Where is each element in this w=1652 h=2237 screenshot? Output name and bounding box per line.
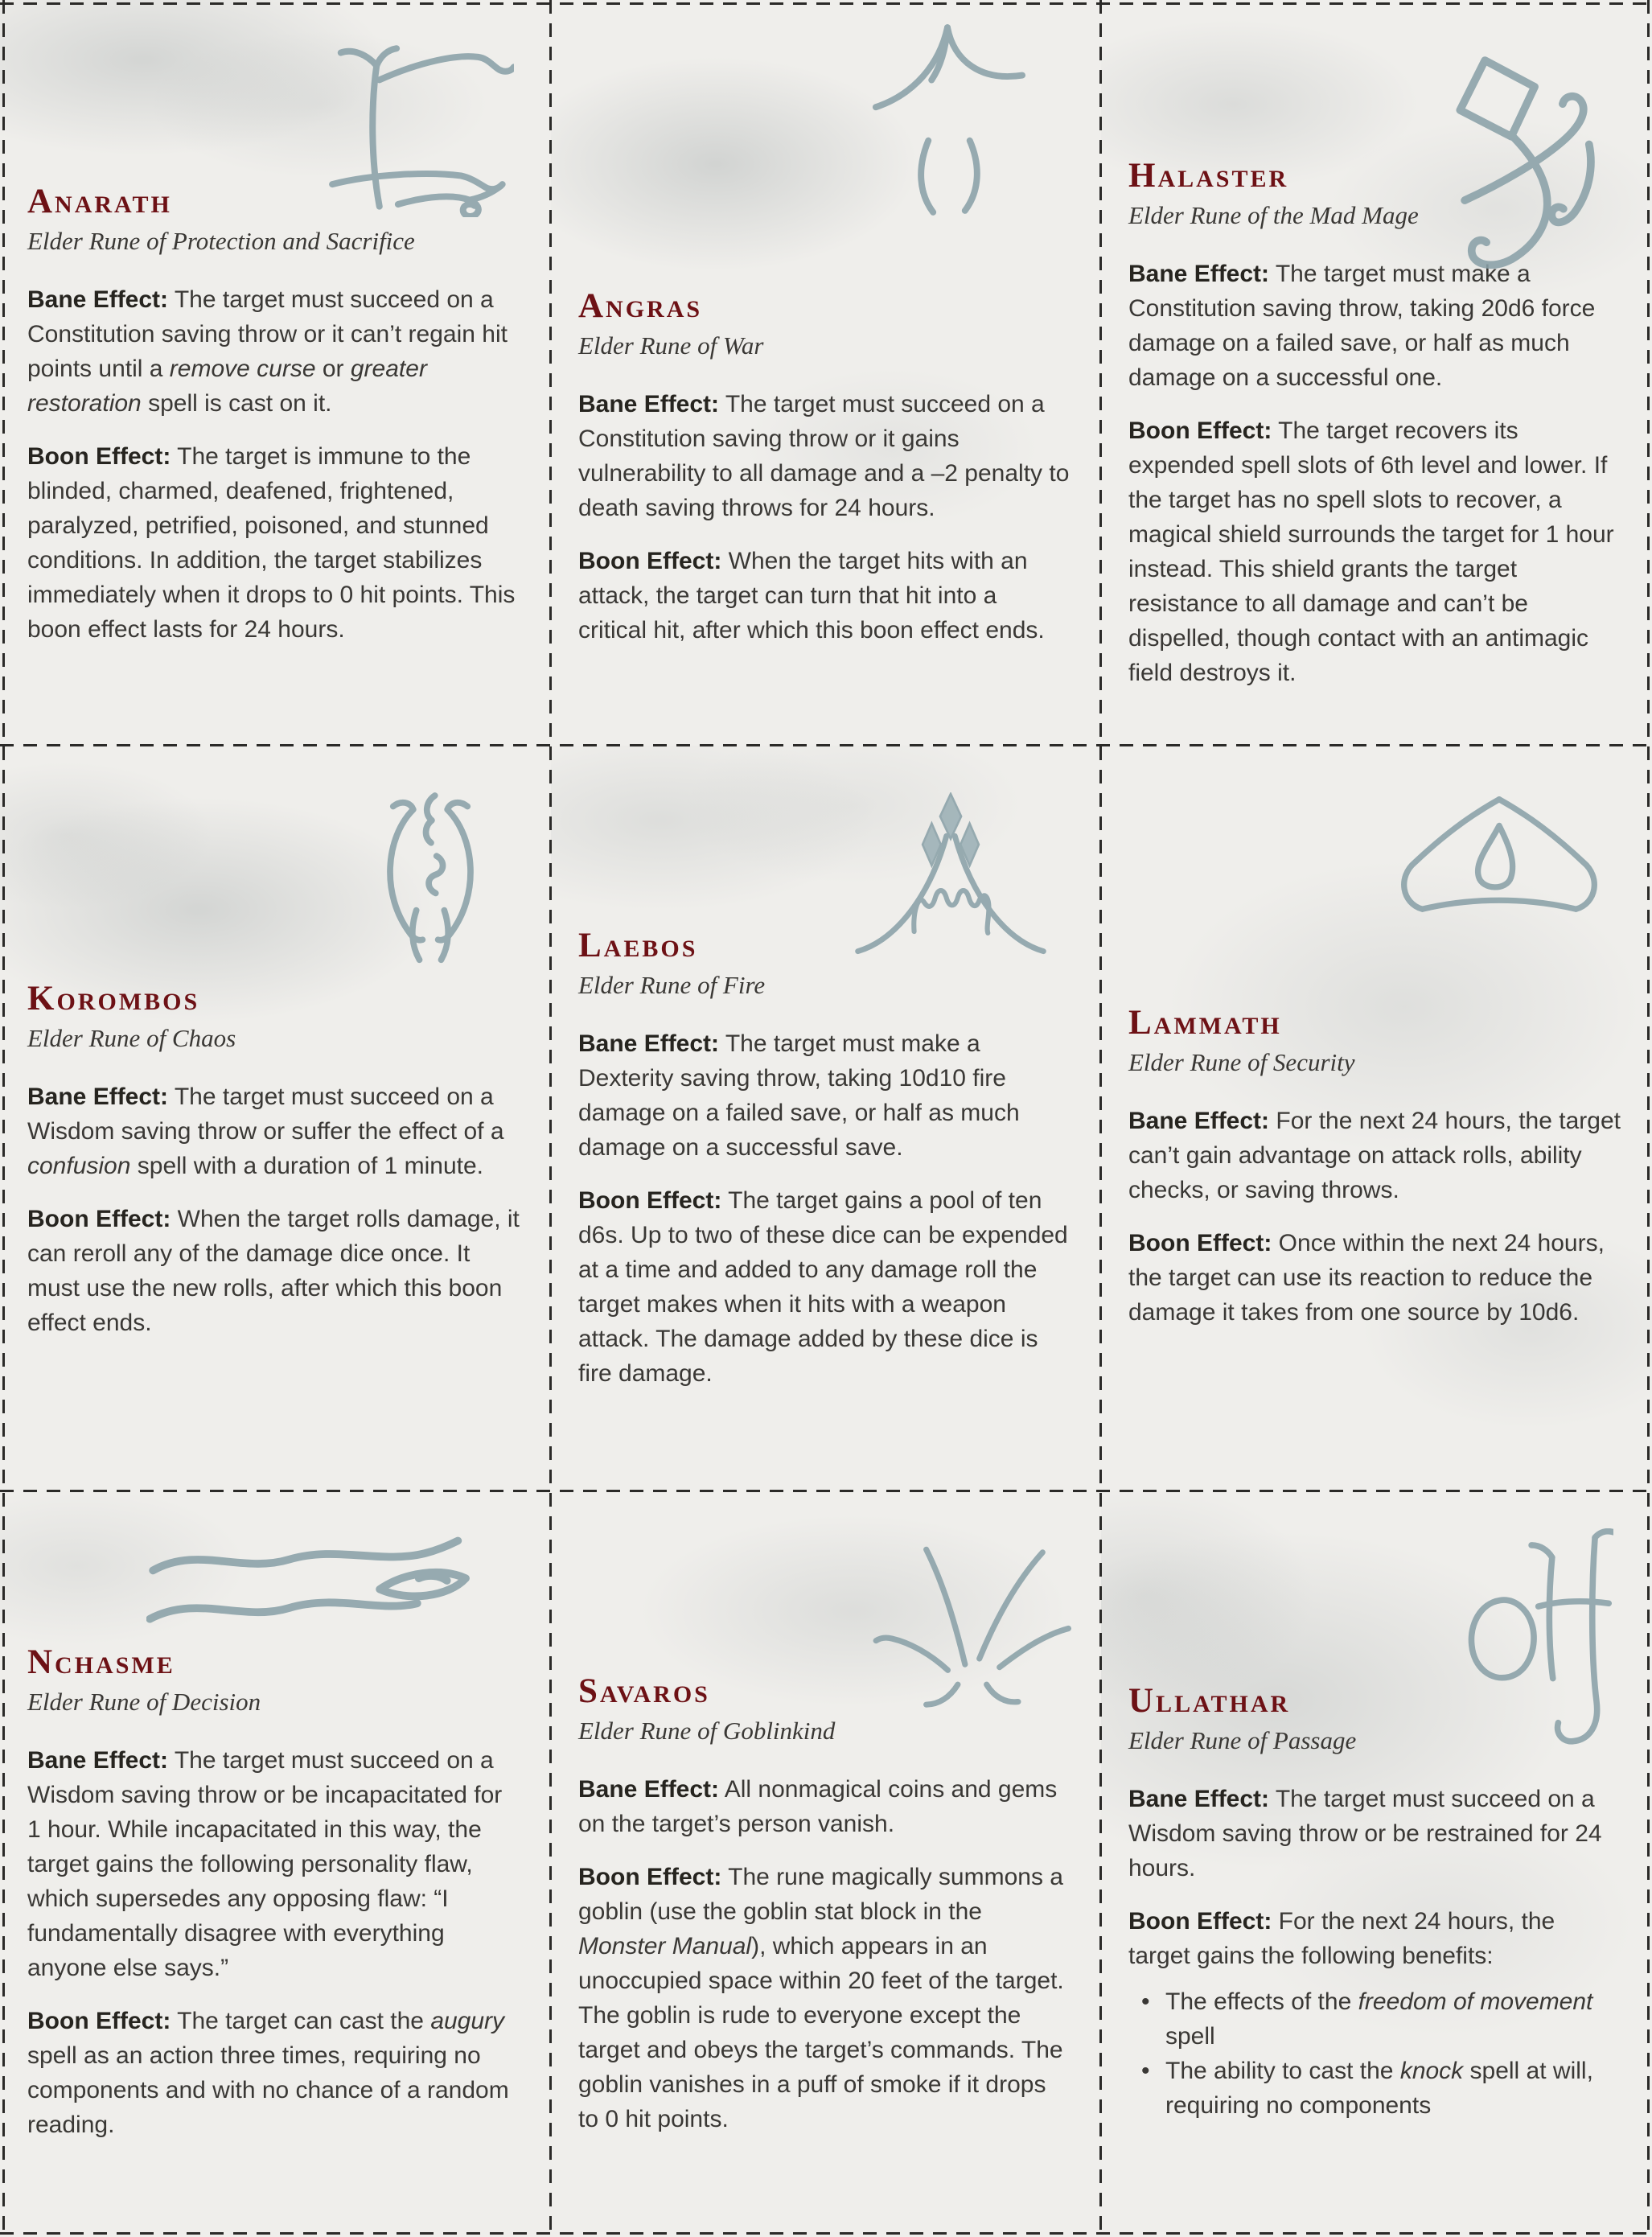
rune-card-nchasme (0, 1491, 551, 2237)
outer-border-bottom (0, 2232, 1652, 2235)
boon-effect (578, 544, 1071, 648)
boon-effect (27, 2004, 520, 2142)
bane-effect-label: Bane Effect: (1128, 1785, 1270, 1812)
bane-effect-label: Bane Effect: (1128, 1107, 1270, 1134)
boon-effect-text: When the target rolls damage, it can reroll any of the damage dice once. It must use the new rolls, after which this boon effect ends. (27, 1205, 520, 1336)
bane-effect-text: The target must make a Dexterity saving throw, taking 10d10 fire damage on a failed save, or half as much damage on a successful save. (578, 1030, 1020, 1161)
bane-effect-text: The target must succeed on a Constitution saving throw or it can’t regain hit points until a remove curse or greater restoration spell is cast on it. (27, 286, 508, 417)
boon-effect-text: For the next 24 hours, the target gains the following benefits: (1128, 1907, 1555, 1969)
boon-effect-label: Boon Effect: (1128, 417, 1272, 444)
boon-effect (578, 1183, 1071, 1391)
boon-effect-text: The target recovers its expended spell slots of 6th level and lower. If the target has no spell slots to recover, a magical shield surrounds the target for 1 hour instead. This shield grants the target resistance to all damage and can’t be dispelled, though contact with an antimagic field destroys it. (1128, 417, 1614, 686)
rune-card-savaros (551, 1491, 1101, 2237)
bane-effect (27, 282, 520, 421)
boon-effect (578, 1860, 1071, 2136)
boon-effect-text: When the target hits with an attack, the target can turn that hit into a critical hit, after which this boon effect ends. (578, 547, 1045, 644)
rune-card-halaster (1101, 0, 1652, 746)
bane-effect (578, 1026, 1071, 1165)
bane-effect (1128, 1782, 1621, 1885)
boon-effect-text: The target can cast the augury spell as an action three times, requiring no components and with no chance of a random reading. (27, 2007, 509, 2138)
row-divider-1 (0, 744, 1652, 746)
outer-border-left (2, 0, 5, 2237)
boon-effect-label: Boon Effect: (1128, 1907, 1272, 1935)
rune-title: Halaster (1128, 157, 1289, 195)
rune-title: Ullathar (1128, 1682, 1291, 1720)
boon-effect (27, 1202, 520, 1340)
column-divider-1 (549, 0, 552, 2237)
boon-effect-label: Boon Effect: (27, 2007, 171, 2034)
rune-card-lammath (1101, 746, 1652, 1491)
rune-title: Lammath (1128, 1004, 1282, 1042)
boon-effect (1128, 413, 1621, 690)
bane-effect-label: Bane Effect: (27, 286, 169, 313)
outer-border-top (0, 2, 1652, 5)
rune-title: Nchasme (27, 1643, 175, 1681)
benefit-text: The effects of the freedom of movement spell (1165, 1988, 1593, 2050)
rune-card-angras (551, 0, 1101, 746)
rune-subtitle: Elder Rune of the Mad Mage (1128, 201, 1419, 230)
benefit-item (1128, 1984, 1621, 2054)
bane-effect-text: For the next 24 hours, the target can’t gain advantage on attack rolls, ability checks, or saving throws. (1128, 1107, 1621, 1203)
boon-effect (1128, 1904, 1621, 1973)
boon-effect (1128, 1226, 1621, 1330)
rune-card-laebos (551, 746, 1101, 1491)
bane-effect (578, 1772, 1071, 1841)
bane-effect (27, 1079, 520, 1183)
boon-effect-text: The target is immune to the blinded, charmed, deafened, frightened, paralyzed, petrified, poisoned, and stunned conditions. In addition, the target stabilizes immediately when it drops to 0 hit points. This boon effect lasts for 24 hours. (27, 442, 516, 643)
outer-border-right (1647, 0, 1650, 2237)
rune-subtitle: Elder Rune of Chaos (27, 1024, 236, 1053)
boon-effect-label: Boon Effect: (578, 1186, 722, 1214)
bane-effect (1128, 1104, 1621, 1207)
rune-card-ullathar (1101, 1491, 1652, 2237)
row-divider-2 (0, 1490, 1652, 1492)
bane-effect-label: Bane Effect: (27, 1746, 169, 1774)
bane-effect-text: The target must succeed on a Wisdom saving throw or suffer the effect of a confusion spell with a duration of 1 minute. (27, 1083, 504, 1179)
bane-effect-label: Bane Effect: (578, 1775, 720, 1803)
benefit-text: The ability to cast the knock spell at will, requiring no components (1165, 2057, 1593, 2119)
boon-effect-label: Boon Effect: (1128, 1229, 1272, 1256)
column-divider-2 (1099, 0, 1102, 2237)
boon-benefits-list (1128, 1984, 1621, 2123)
rune-card-anarath (0, 0, 551, 746)
bane-effect-label: Bane Effect: (578, 390, 720, 417)
boon-effect-label: Boon Effect: (578, 1863, 722, 1890)
rune-title: Anarath (27, 183, 172, 220)
bane-effect-text: The target must make a Constitution saving throw, taking 20d6 force damage on a failed save, or half as much damage on a successful one. (1128, 260, 1596, 391)
boon-effect-label: Boon Effect: (27, 442, 171, 470)
rune-card-korombos (0, 746, 551, 1491)
bane-effect-text: The target must succeed on a Constitution saving throw or it gains vulnerability to all damage and a –2 penalty to death saving throws for 24 hours. (578, 390, 1070, 521)
bane-effect-text: The target must succeed on a Wisdom saving throw or be restrained for 24 hours. (1128, 1785, 1602, 1881)
rune-subtitle: Elder Rune of Fire (578, 971, 766, 1000)
bane-effect-label: Bane Effect: (1128, 260, 1270, 287)
boon-effect-label: Boon Effect: (578, 547, 722, 574)
rune-subtitle: Elder Rune of Protection and Sacrifice (27, 227, 415, 256)
rune-subtitle: Elder Rune of Goblinkind (578, 1717, 836, 1746)
bane-effect-label: Bane Effect: (27, 1083, 169, 1110)
bane-effect-label: Bane Effect: (578, 1030, 720, 1057)
rune-title: Korombos (27, 980, 200, 1018)
rune-subtitle: Elder Rune of Security (1128, 1048, 1355, 1077)
rune-title: Angras (578, 287, 703, 325)
rune-title: Laebos (578, 927, 698, 964)
bane-effect (27, 1743, 520, 1985)
bane-effect-text: The target must succeed on a Wisdom saving throw or be incapacitated for 1 hour. While incapacitated in this way, the target gains the following personality flaw, which supersedes any opposing flaw: “I fundamentally disagree with everything anyone else says.” (27, 1746, 503, 1981)
boon-effect-label: Boon Effect: (27, 1205, 171, 1232)
rune-subtitle: Elder Rune of Passage (1128, 1726, 1357, 1755)
bane-effect (1128, 257, 1621, 395)
boon-effect-text: Once within the next 24 hours, the target can use its reaction to reduce the damage it takes from one source by 10d6. (1128, 1229, 1605, 1326)
boon-effect-text: The target gains a pool of ten d6s. Up to two of these dice can be expended at a time and added to any damage roll the target makes when it hits with a weapon attack. The damage added by these dice is fire damage. (578, 1186, 1068, 1387)
boon-effect-text: The rune magically summons a goblin (use the goblin stat block in the Monster Manual), which appears in an unoccupied space within 20 feet of the target. The goblin is rude to everyone except the target and obeys the target’s commands. The goblin vanishes in a puff of smoke if it drops to 0 hit points. (578, 1863, 1064, 2132)
rune-subtitle: Elder Rune of War (578, 331, 764, 360)
bane-effect (578, 387, 1071, 525)
bane-effect-text: All nonmagical coins and gems on the target’s person vanish. (578, 1775, 1058, 1837)
benefit-item (1128, 2054, 1621, 2123)
boon-effect (27, 439, 520, 647)
rune-title: Savaros (578, 1672, 710, 1710)
rune-subtitle: Elder Rune of Decision (27, 1688, 261, 1717)
